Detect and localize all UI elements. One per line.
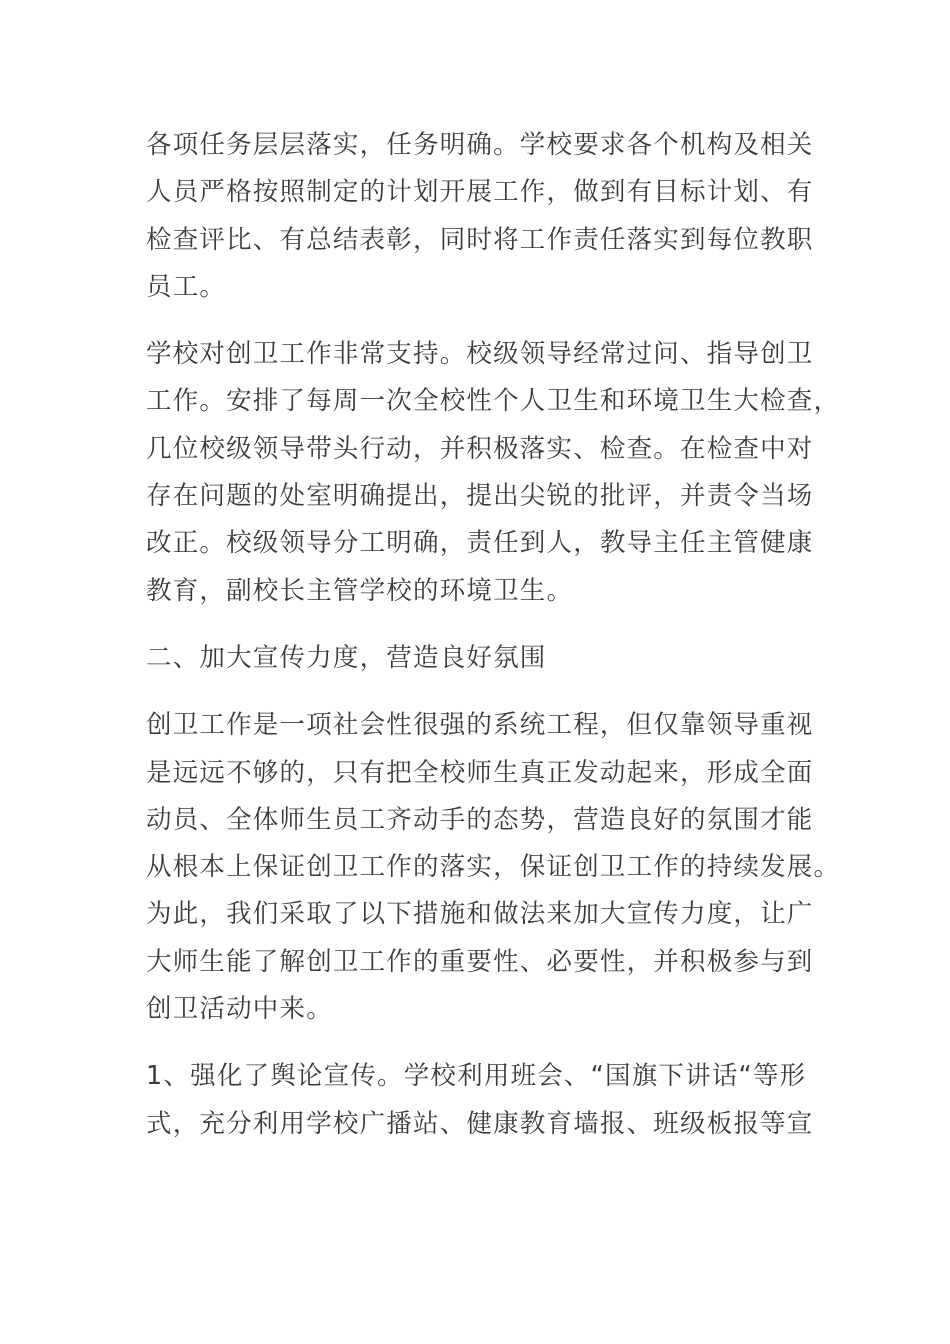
text-line: 改正。校级领导分工明确，责任到人，教导主任主管健康 (146, 528, 814, 559)
text-line: 动员、全体师生员工齐动手的态势，营造良好的氛围才能 (146, 804, 814, 835)
text-line: 1、强化了舆论宣传。学校利用班会、“国旗下讲话“等形 (146, 1061, 807, 1092)
paragraph-spacer (146, 682, 806, 702)
text-line: 大师生能了解创卫工作的重要性、必要性，并积极参与到 (146, 946, 814, 977)
text-line: 各项任务层层落实，任务明确。学校要求各个机构及相关 (146, 130, 814, 160)
text-line: 人员严格按照制定的计划开展工作，做到有目标计划、有 (146, 177, 814, 208)
text-line: 员工。 (146, 271, 227, 302)
text-line: 从根本上保证创卫工作的落实，保证创卫工作的持续发展。 (146, 852, 841, 883)
paragraph-task-implementation (146, 122, 814, 311)
paragraph-spacer (146, 615, 806, 635)
paragraph-publicity (146, 702, 841, 1033)
text-line: 学校对创卫工作非常支持。校级领导经常过问、指导创卫 (146, 339, 814, 370)
document-body (146, 122, 841, 1148)
text-line: 是远远不够的，只有把全校师生真正发动起来，形成全面 (146, 757, 814, 788)
heading-line: 二、加大宣传力度，营造良好氛围 (146, 642, 547, 673)
text-line: 教育，副校长主管学校的环境卫生。 (146, 575, 574, 606)
text-line: 几位校级领导带头行动，并积极落实、检查。在检查中对 (146, 433, 814, 464)
text-line: 式，充分利用学校广播站、健康教育墙报、班级板报等宣 (146, 1108, 814, 1139)
paragraph-spacer (146, 1033, 806, 1053)
text-line: 创卫活动中来。 (146, 994, 333, 1025)
text-line: 创卫工作是一项社会性很强的系统工程，但仅靠领导重视 (146, 710, 814, 741)
text-line: 存在问题的处室明确提出，提出尖锐的批评，并责令当场 (146, 481, 814, 512)
paragraph-leadership-support (146, 331, 841, 615)
text-line: 工作。安排了每周一次全校性个人卫生和环境卫生大检查， (146, 386, 841, 417)
text-line: 为此，我们采取了以下措施和做法来加大宣传力度，让广 (146, 899, 814, 930)
paragraph-spacer (146, 311, 806, 331)
paragraph-public-opinion (146, 1053, 814, 1148)
text-line: 检查评比、有总结表彰，同时将工作责任落实到每位教职 (146, 224, 814, 255)
section-heading (146, 635, 806, 682)
